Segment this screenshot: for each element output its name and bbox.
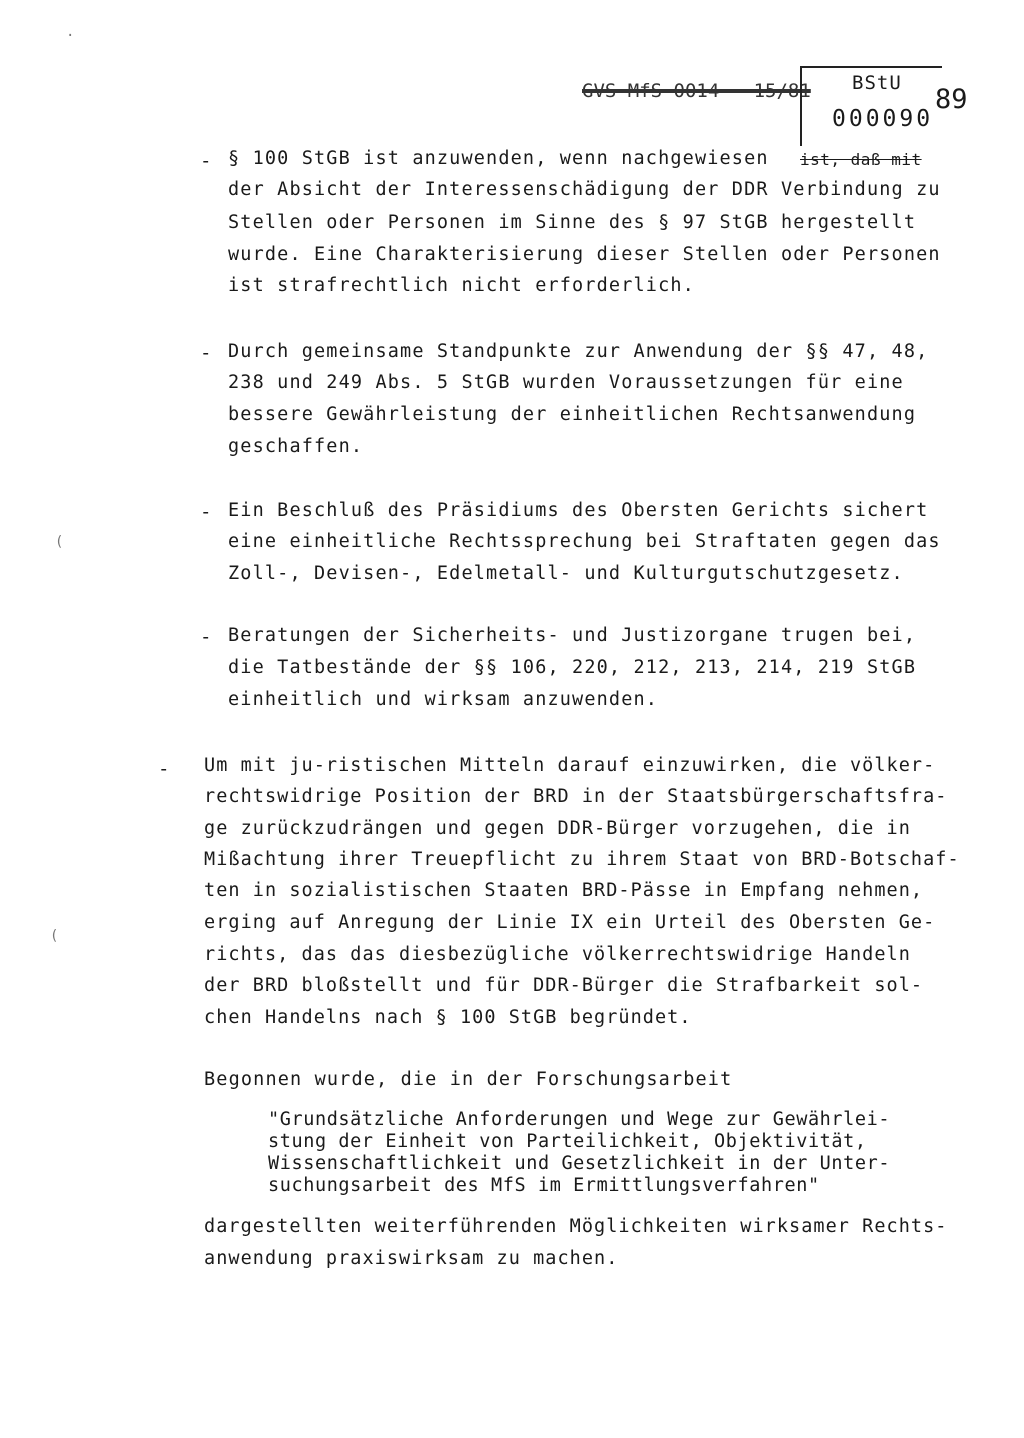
page-number: 89 (935, 84, 968, 115)
text-line: Zoll-, Devisen-, Edelmetall- und Kulturgutschutzgesetz. (228, 563, 904, 584)
scan-speck: ( (50, 928, 59, 944)
text-line: die Tatbestände der §§ 106, 220, 212, 213, 214, 219 StGB (228, 657, 917, 678)
text-line: Ein Beschluß des Präsidiums des Obersten Gerichts sichert (228, 500, 929, 521)
text-line: § 100 StGB ist anzuwenden, wenn nachgewiesen (228, 148, 769, 169)
archive-stamp (800, 66, 942, 146)
text-line: wurde. Eine Charakterisierung dieser Stellen oder Personen (228, 244, 941, 265)
bullet-marker: - (200, 626, 212, 648)
struck-reference: GVS MfS 0014 - 15/81 (582, 80, 811, 102)
stamp-org: BStU (852, 72, 902, 94)
text-line: chen Handelns nach § 100 StGB begründet. (204, 1007, 692, 1028)
text-line: Begonnen wurde, die in der Forschungsarbeit (204, 1069, 733, 1090)
text-line: Stellen oder Personen im Sinne des § 97 StGB hergestellt (228, 212, 917, 233)
text-line: ist strafrechtlich nicht erforderlich. (228, 275, 695, 296)
text-line: Durch gemeinsame Standpunkte zur Anwendung der §§ 47, 48, (228, 341, 929, 362)
bullet-marker: - (200, 150, 212, 172)
text-line: anwendung praxiswirksam zu machen. (204, 1248, 619, 1269)
quote-line: "Grundsätzliche Anforderungen und Wege zur Gewährlei- (268, 1109, 891, 1130)
text-line: Mißachtung ihrer Treuepflicht zu ihrem Staat von BRD-Botschaf- (204, 849, 960, 870)
text-line: der Absicht der Interessenschädigung der DDR Verbindung zu (228, 179, 941, 200)
margin-dash: - (158, 758, 170, 780)
quote-line: stung der Einheit von Parteilichkeit, Objektivität, (268, 1131, 867, 1152)
text-line: Beratungen der Sicherheits- und Justizorgane trugen bei, (228, 625, 917, 646)
bullet-marker: - (200, 342, 212, 364)
stamp-number: 000090 (832, 106, 934, 132)
bullet-marker: - (200, 501, 212, 523)
text-line: 238 und 249 Abs. 5 StGB wurden Voraussetzungen für eine (228, 372, 904, 393)
struck-text: ist, daß mit (800, 150, 922, 169)
text-line: rechtswidrige Position der BRD in der Staatsbürgerschaftsfra- (204, 786, 948, 807)
text-line: dargestellten weiterführenden Möglichkeiten wirksamer Rechts- (204, 1216, 948, 1237)
quote-line: suchungsarbeit des MfS im Ermittlungsverfahren" (268, 1175, 820, 1196)
text-line: bessere Gewährleistung der einheitlichen Rechtsanwendung (228, 404, 917, 425)
text-line: ge zurückzudrängen und gegen DDR-Bürger vorzugehen, die in (204, 818, 911, 839)
scan-speck: · (66, 28, 75, 44)
text-line: einheitlich und wirksam anzuwenden. (228, 689, 659, 710)
text-line: der BRD bloßstellt und für DDR-Bürger die Strafbarkeit sol- (204, 975, 924, 996)
text-line: eine einheitliche Rechtssprechung bei Straftaten gegen das (228, 531, 941, 552)
scan-speck: ( (55, 534, 64, 550)
text-line: Um mit ju-ristischen Mitteln darauf einzuwirken, die völker- (204, 755, 936, 776)
text-line: richts, das das diesbezügliche völkerrechtswidrige Handeln (204, 944, 911, 965)
text-line: geschaffen. (228, 436, 364, 457)
text-line: ten in sozialistischen Staaten BRD-Pässe in Empfang nehmen, (204, 880, 924, 901)
text-line: erging auf Anregung der Linie IX ein Urteil des Obersten Ge- (204, 912, 936, 933)
quote-line: Wissenschaftlichkeit und Gesetzlichkeit in der Unter- (268, 1153, 891, 1174)
